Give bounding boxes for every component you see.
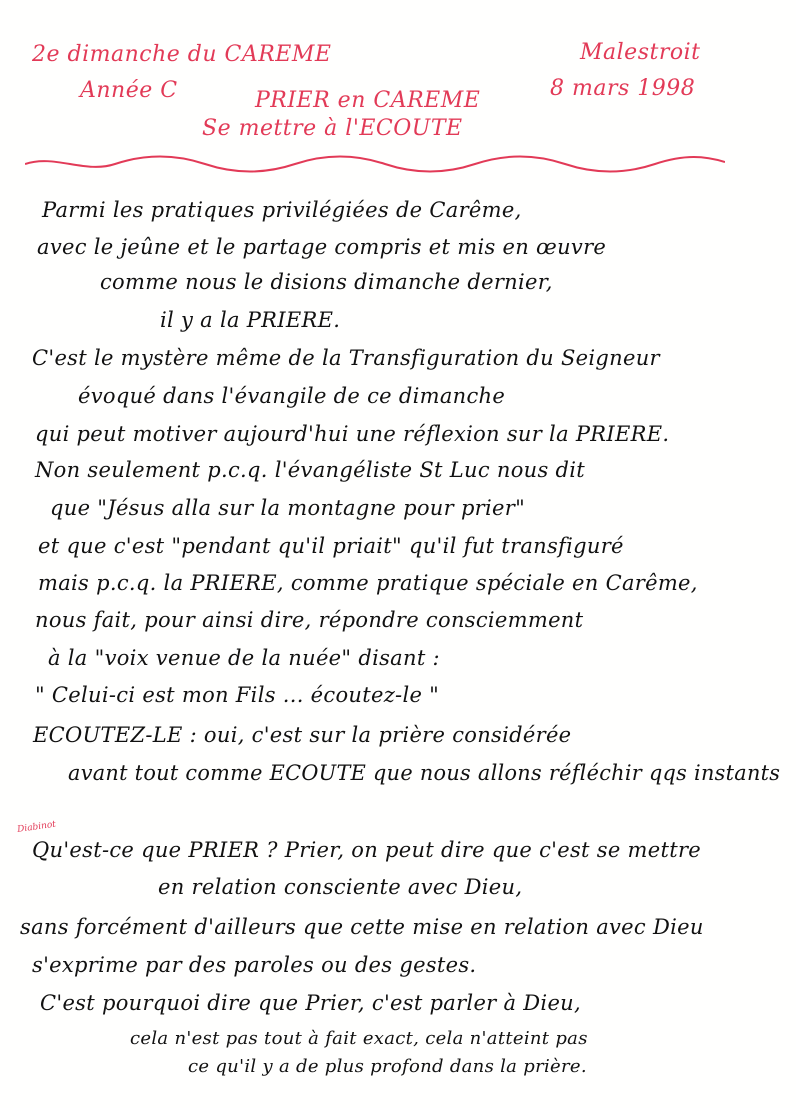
body-line: Parmi les pratiques privilégiées de Carême,: [42, 198, 522, 222]
body-line: qui peut motiver aujourd'hui une réflexion sur la PRIERE.: [35, 422, 670, 446]
body-line: Non seulement p.c.q. l'évangéliste St Luc nous dit: [35, 458, 586, 482]
body-line: avec le jeûne et le partage compris et mis en œuvre: [37, 235, 607, 259]
body-line: que "Jésus alla sur la montagne pour prier": [50, 496, 526, 520]
margin-annotation: Diabinot: [16, 819, 57, 835]
body-line: en relation consciente avec Dieu,: [158, 875, 523, 899]
body-line: C'est le mystère même de la Transfiguration du Seigneur: [32, 346, 660, 370]
body-line: ce qu'il y a de plus profond dans la prière.: [188, 1056, 587, 1077]
body-line: avant tout comme ECOUTE que nous allons réfléchir qqs instants: [68, 761, 781, 785]
body-line: évoqué dans l'évangile de ce dimanche: [78, 384, 506, 408]
sunday-heading: 2e dimanche du CAREME: [32, 42, 332, 67]
sermon-title: PRIER en CAREME: [255, 88, 481, 113]
wavy-divider: [25, 150, 725, 178]
sermon-subtitle: Se mettre à l'ECOUTE: [202, 116, 463, 141]
year-label: Année C: [80, 78, 178, 103]
body-line: ECOUTEZ-LE : oui, c'est sur la prière considérée: [33, 723, 572, 747]
body-line: sans forcément d'ailleurs que cette mise en relation avec Dieu: [20, 915, 704, 939]
body-line: s'exprime par des paroles ou des gestes.: [32, 953, 477, 977]
body-line: " Celui-ci est mon Fils ... écoutez-le ": [35, 683, 440, 707]
body-line: il y a la PRIERE.: [160, 308, 341, 332]
body-line: nous fait, pour ainsi dire, répondre consciemment: [35, 608, 584, 632]
body-line: C'est pourquoi dire que Prier, c'est parler à Dieu,: [40, 991, 581, 1015]
body-line: à la "voix venue de la nuée" disant :: [48, 646, 440, 670]
body-line: et que c'est "pendant qu'il priait" qu'il fut transfiguré: [38, 534, 624, 558]
body-line: comme nous le disions dimanche dernier,: [100, 270, 553, 294]
date-label: 8 mars 1998: [550, 76, 696, 101]
body-line: Qu'est-ce que PRIER ? Prier, on peut dire que c'est se mettre: [32, 838, 702, 862]
place-label: Malestroit: [580, 40, 701, 65]
body-line: cela n'est pas tout à fait exact, cela n'atteint pas: [130, 1028, 588, 1049]
body-line: mais p.c.q. la PRIERE, comme pratique spéciale en Carême,: [38, 571, 698, 595]
